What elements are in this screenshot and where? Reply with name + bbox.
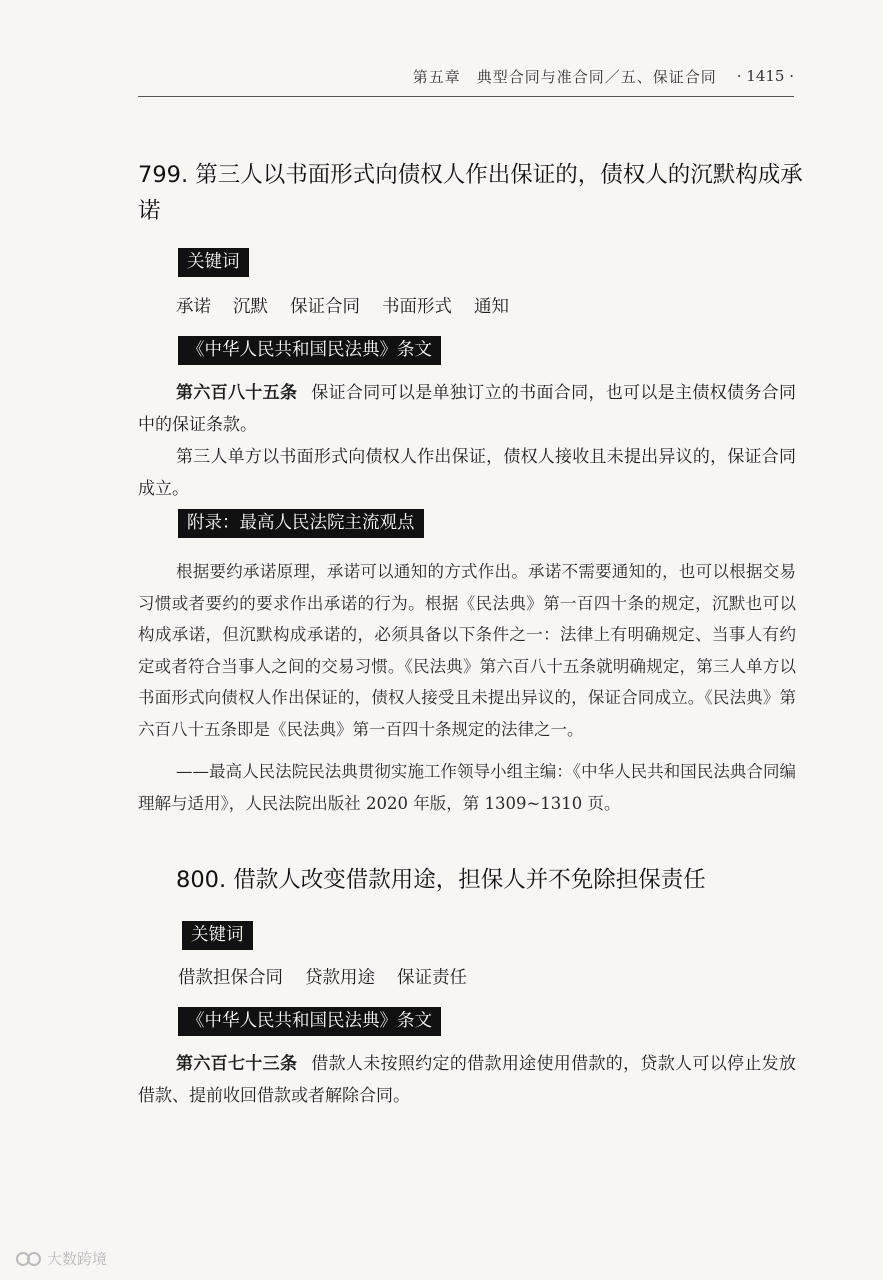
keyword: 保证合同	[290, 297, 360, 317]
keywords-list-799	[176, 293, 531, 318]
keyword: 承诺	[176, 297, 211, 317]
appendix-label-799: 附录：最高人民法院主流观点	[178, 509, 424, 538]
page-number: · 1415 ·	[736, 67, 794, 85]
keywords-label-800: 关键词	[182, 921, 253, 950]
chapter-title: 第五章 典型合同与准合同／五、保证合同	[412, 67, 717, 86]
keywords-list-800	[178, 964, 489, 989]
article-number: 第六百八十五条	[176, 383, 298, 403]
running-header	[138, 56, 794, 97]
watermark-logo-icon	[14, 1248, 44, 1268]
keyword: 保证责任	[397, 968, 467, 988]
article-685	[138, 377, 796, 441]
keywords-label-799: 关键词	[178, 248, 249, 277]
code-label-799: 《中华人民共和国民法典》条文	[178, 336, 441, 365]
appendix-text: 根据要约承诺原理，承诺可以通知的方式作出。承诺不需要通知的，也可以根据交易习惯或者要约的要求作出承诺的行为。根据《民法典》第一百四十条的规定，沉默也可以构成承诺，但沉默构成承诺的，必须具备以下条件之一：法律上有明确规定、当事人有约定或者符合当事人之间的交易习惯。《民法典》第六百八十五条就明确规定，第三人单方以书面形式向债权人作出保证的，债权人接受且未提出异议的，保证合同成立。《民法典》第六百八十五条即是《民法典》第一百四十条规定的法律之一。	[138, 562, 796, 739]
keyword: 贷款用途	[305, 968, 375, 988]
keyword: 借款担保合同	[178, 968, 283, 988]
appendix-source: ——最高人民法院民法典贯彻实施工作领导小组主编：《中华人民共和国民法典合同编理解与适用》，人民法院出版社 2020 年版，第 1309~1310 页。	[138, 762, 796, 813]
section-799-title: 799. 第三人以书面形式向债权人作出保证的，债权人的沉默构成承诺	[138, 162, 803, 224]
article-text: 保证合同可以是单独订立的书面合同，也可以是主债权债务合同中的保证条款。	[138, 383, 796, 435]
code-label-800: 《中华人民共和国民法典》条文	[178, 1007, 441, 1036]
keyword: 书面形式	[382, 297, 452, 317]
keyword: 沉默	[233, 297, 268, 317]
keyword: 通知	[474, 297, 509, 317]
article-673	[138, 1048, 796, 1112]
article-685-para2: 第三人单方以书面形式向债权人作出保证，债权人接收且未提出异议的，保证合同成立。	[138, 447, 796, 499]
section-800-title: 800. 借款人改变借款用途，担保人并不免除担保责任	[176, 867, 706, 893]
watermark-text: 大数跨境	[47, 1249, 108, 1268]
article-number: 第六百七十三条	[176, 1054, 298, 1074]
watermark	[14, 1246, 124, 1270]
article-text: 借款人未按照约定的借款用途使用借款的，贷款人可以停止发放借款、提前收回借款或者解除合同。	[138, 1054, 796, 1106]
